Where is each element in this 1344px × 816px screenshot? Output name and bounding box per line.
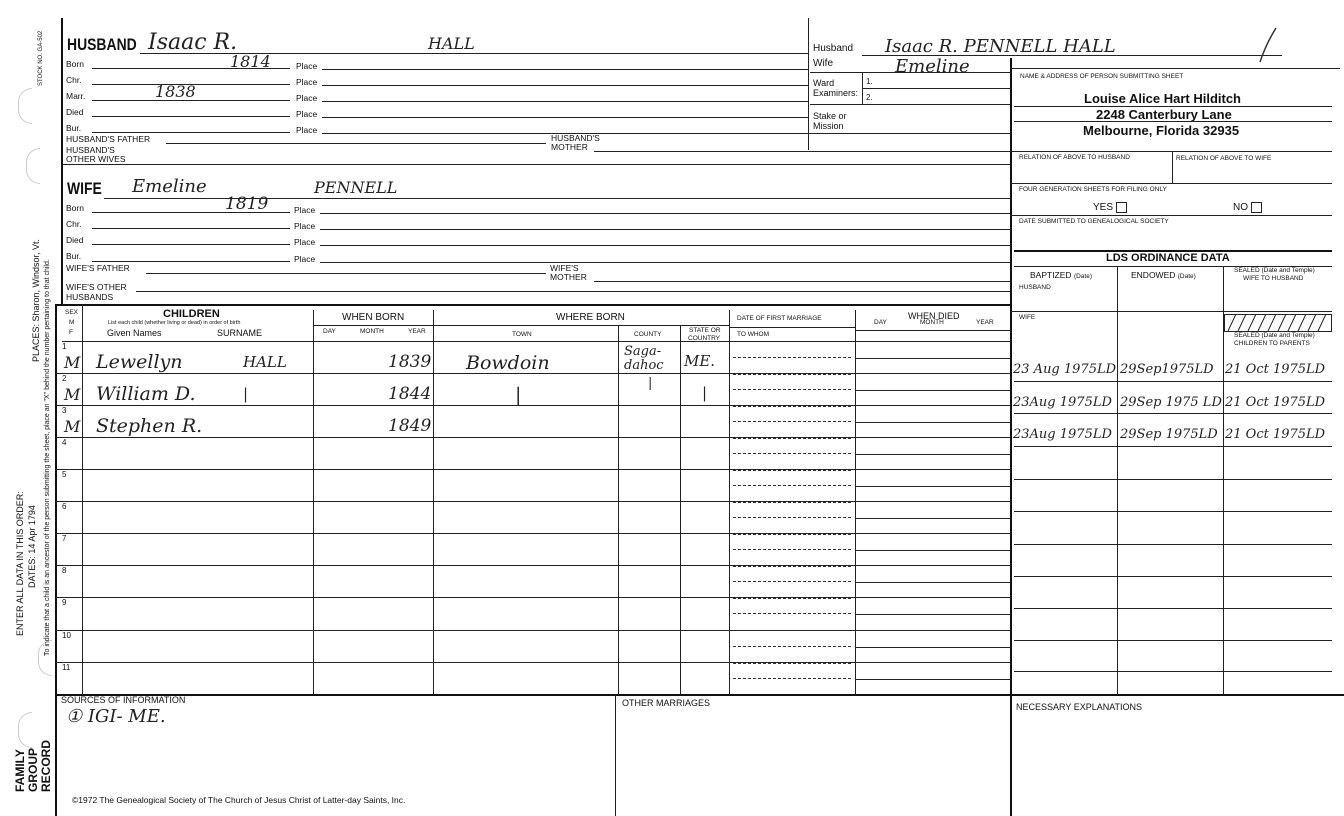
place-label: Place (296, 109, 318, 119)
yes-checkbox[interactable] (1093, 202, 1127, 213)
children-heading: CHILDREN (163, 308, 220, 320)
rule (594, 151, 1010, 152)
rule (1014, 544, 1332, 545)
lds-baptized-1: 23 Aug 1975LD (1013, 362, 1117, 377)
child-number: 5 (62, 470, 67, 479)
wife-mother-label-1: WIFE'S (550, 263, 579, 273)
sealed-children-2: CHILDREN TO PARENTS (1234, 340, 1310, 347)
rule (1014, 576, 1332, 577)
died-line (855, 358, 1010, 359)
child-birth-town: Bowdoin (466, 352, 550, 374)
died-line (855, 518, 1010, 519)
stock-number: STOCK NO. GA-502 (38, 30, 44, 86)
husband-mother-label-1: HUSBAND'S (551, 133, 600, 143)
child-row-line (56, 565, 1010, 566)
child-birth-year: 1839 (388, 352, 432, 372)
husband-chr-label: Chr. (66, 75, 82, 85)
binder-hole (26, 148, 40, 184)
to-whom-line (733, 438, 851, 439)
died-line (855, 390, 1010, 391)
rule (855, 310, 856, 694)
rule (92, 228, 290, 229)
wife-father-label: WIFE'S FATHER (66, 263, 130, 273)
given-names-label: Given Names (107, 328, 162, 338)
rule (322, 101, 808, 102)
rule (1014, 446, 1332, 447)
county-label: COUNTY (634, 331, 662, 338)
rule (55, 694, 1012, 696)
rule (92, 244, 290, 245)
child-given-name: Lewellyn (96, 351, 183, 373)
husband-given: Isaac R. (148, 30, 238, 55)
ward-divider (808, 18, 809, 150)
to-whom-label: TO WHOM (737, 331, 770, 338)
rule (729, 327, 855, 328)
rule (322, 85, 808, 86)
rule (322, 133, 1010, 134)
place-label: Place (296, 125, 318, 135)
rule (92, 132, 290, 133)
died-year-label: YEAR (976, 319, 994, 326)
wife-chr-label: Chr. (66, 219, 82, 229)
when-died-label: WHEN DIED (908, 311, 960, 321)
lds-sealed-3: 21 Oct 1975LD (1225, 427, 1326, 442)
child-birth-town: | (515, 384, 522, 406)
wife-mother-label-2: MOTHER (550, 272, 587, 282)
child-number: 10 (62, 631, 71, 640)
lds-wife-label: WIFE (1019, 314, 1036, 321)
hdr-husband-value: Isaac R. PENNELL HALL (885, 36, 1116, 57)
rule (320, 262, 1010, 263)
rule (810, 104, 1010, 105)
sex-label: SEX (65, 309, 79, 316)
child-row-line (56, 597, 1010, 598)
child-row-line (56, 373, 1010, 374)
four-gen-label: FOUR GENERATION SHEETS FOR FILING ONLY (1019, 186, 1167, 193)
rule (862, 88, 1010, 89)
husband-died-label: Died (66, 107, 84, 117)
sex-f: F (69, 329, 73, 336)
child-row-line (56, 501, 1010, 502)
wife-other-husbands-1: WIFE'S OTHER (66, 282, 127, 292)
place-label: Place (294, 254, 316, 264)
enter-data-note: ENTER ALL DATA IN THIS ORDER: (15, 491, 25, 636)
binder-hole (18, 712, 32, 748)
sealed-wife-2: WIFE TO HUSBAND (1243, 275, 1304, 282)
right-divider (1010, 58, 1012, 816)
submitter-top (1010, 68, 1340, 69)
wife-other-husbands-2: HUSBANDS (66, 292, 114, 302)
child-number: 11 (62, 663, 71, 672)
rule (855, 330, 1010, 331)
child-number: 3 (62, 406, 67, 415)
to-whom-line (733, 598, 851, 599)
marriage-date-line (733, 421, 851, 422)
place-label: Place (294, 221, 316, 231)
child-row-line (56, 405, 1010, 406)
places-note: PLACES: Sharon, Windsor, Vt. (31, 238, 41, 362)
marriage-date-line (733, 453, 851, 454)
to-whom-line (733, 663, 851, 664)
rule (1014, 413, 1332, 414)
husband-bur-label: Bur. (66, 123, 82, 133)
to-whom-line (733, 374, 851, 375)
stake-label: Stake or (813, 111, 847, 121)
rule (1014, 479, 1332, 480)
surname-label: SURNAME (217, 328, 263, 338)
rule (1172, 151, 1173, 183)
mission-label: Mission (813, 121, 844, 131)
where-born-label: WHERE BORN (556, 312, 625, 323)
child-row-line (56, 469, 1010, 470)
child-row-line (56, 630, 1010, 631)
rule (1014, 640, 1332, 641)
record-label: RECORD (39, 739, 53, 792)
rule (618, 325, 619, 694)
rule (1010, 311, 1332, 312)
marriage-date-line (733, 389, 851, 390)
submitter-street: 2248 Canterbury Lane (1096, 107, 1232, 122)
other-marriages-label: OTHER MARRIAGES (622, 698, 711, 708)
died-line (855, 614, 1010, 615)
endowed-text: ENDOWED (1131, 270, 1176, 280)
wife-given: Emeline (132, 176, 207, 197)
child-row-line (56, 437, 1010, 438)
died-line (855, 647, 1010, 648)
child-birth-state: ME. (684, 352, 716, 370)
child-given-name: William D. (96, 383, 196, 405)
died-line (855, 422, 1010, 423)
husband-marr-value: 1838 (155, 82, 196, 101)
examiner-1: 1. (866, 77, 873, 86)
rule (810, 72, 1010, 73)
died-line (855, 679, 1010, 680)
lds-sealed-2: 21 Oct 1975LD (1225, 395, 1326, 410)
place-label: Place (296, 77, 318, 87)
child-birth-county: Saga-dahoc (624, 344, 664, 373)
to-whom-line (733, 406, 851, 407)
relation-wife-label: RELATION OF ABOVE TO WIFE (1176, 155, 1272, 162)
rule (729, 310, 730, 694)
rule (1014, 121, 1332, 122)
child-number: 7 (62, 534, 67, 543)
examiner-2: 2. (866, 93, 873, 102)
date-text: (Date) (1177, 273, 1196, 280)
rule (136, 291, 1010, 292)
died-line (855, 454, 1010, 455)
rule (1014, 511, 1332, 512)
husband-born-label: Born (66, 59, 84, 69)
place-label: Place (296, 93, 318, 103)
sealed-wife-1: SEALED (Date and Temple) (1234, 267, 1315, 274)
child-number: 1 (62, 342, 67, 351)
binder-hole (18, 88, 32, 124)
rule (680, 325, 681, 694)
husband-heading: HUSBAND (67, 35, 137, 54)
when-born-label: WHEN BORN (342, 312, 405, 323)
child-sex: M (64, 385, 81, 404)
marriage-date-line (733, 678, 851, 679)
to-whom-line (733, 470, 851, 471)
rule (62, 164, 1010, 165)
rule (1014, 381, 1332, 382)
marriage-date-line (733, 485, 851, 486)
died-line (855, 550, 1010, 551)
rule (594, 281, 1010, 282)
rule (146, 273, 546, 274)
rule (1010, 151, 1332, 152)
family-label: FAMILY (13, 749, 27, 792)
rule (320, 229, 1010, 230)
group-label: GROUP (26, 747, 40, 792)
baptized-text: BAPTIZED (1030, 270, 1072, 280)
rule (1010, 215, 1332, 216)
place-label: Place (294, 205, 316, 215)
wife-heading: WIFE (67, 179, 102, 198)
rule (322, 117, 808, 118)
left-frame-lower (55, 304, 57, 816)
place-label: Place (294, 237, 316, 247)
submitter-label: NAME & ADDRESS OF PERSON SUBMITTING SHEET (1020, 73, 1184, 80)
rule (1010, 183, 1332, 184)
hatched-box (1224, 314, 1332, 332)
rule (320, 245, 1010, 246)
died-day-label: DAY (874, 319, 887, 326)
rule (1010, 694, 1344, 696)
child-number: 9 (62, 598, 67, 607)
lds-baptized-2: 23Aug 1975LD (1013, 395, 1112, 410)
examiners-label: Examiners: (813, 88, 859, 98)
place-label: Place (296, 61, 318, 71)
marriage-date-line (733, 549, 851, 550)
wife-surname: PENNELL (314, 178, 398, 197)
husband-born-value: 1814 (230, 52, 271, 71)
lds-husband-label: HUSBAND (1019, 284, 1051, 291)
check-stroke (1250, 26, 1280, 66)
child-sex: M (64, 353, 81, 372)
rule (92, 261, 290, 262)
rule (1014, 671, 1332, 672)
child-surname: | (243, 385, 249, 403)
marriage-date-line (733, 646, 851, 647)
husband-other-wives-2: OTHER WIVES (66, 154, 126, 164)
child-number: 6 (62, 502, 67, 511)
born-year-label: YEAR (408, 328, 426, 335)
child-number: 2 (62, 374, 67, 383)
child-given-name: Stephen R. (96, 415, 203, 437)
no-label: NO (1233, 202, 1248, 214)
sources-value: ① IGI- ME. (66, 706, 166, 727)
child-birth-year: 1844 (388, 384, 432, 404)
wife-born-label: Born (66, 203, 84, 213)
left-frame (61, 18, 63, 304)
submitter-name: Louise Alice Hart Hilditch (1084, 91, 1241, 106)
sex-m: M (69, 319, 75, 326)
copyright: ©1972 The Genealogical Society of The Church of Jesus Christ of Latter-day Saints, Inc. (72, 795, 406, 805)
husband-father-label: HUSBAND'S FATHER (66, 134, 151, 144)
child-birth-year: 1849 (388, 416, 432, 436)
died-line (855, 582, 1010, 583)
state-label-2: COUNTRY (688, 335, 721, 342)
rule (1014, 608, 1332, 609)
date-text: (Date) (1073, 273, 1092, 280)
child-row-line (56, 533, 1010, 534)
child-birth-county: | (648, 376, 653, 391)
husband-other-wives-1: HUSBAND'S (66, 145, 115, 155)
child-row-line (56, 662, 1010, 663)
marriage-date-line (733, 357, 851, 358)
to-whom-line (733, 502, 851, 503)
rule (1117, 266, 1118, 694)
wife-born-value: 1819 (225, 194, 269, 214)
first-marriage-label: DATE OF FIRST MARRIAGE (737, 315, 822, 322)
children-top-line (55, 304, 1012, 306)
wife-bur-label: Bur. (66, 251, 82, 261)
endowed-label (1131, 271, 1196, 281)
no-checkbox[interactable] (1233, 202, 1262, 213)
relation-husband-label: RELATION OF ABOVE TO HUSBAND (1019, 154, 1130, 161)
town-label: TOWN (512, 331, 532, 338)
rule (320, 213, 1010, 214)
marriage-date-line (733, 581, 851, 582)
rule (433, 325, 729, 326)
lds-endowed-2: 29Sep 1975 LD (1120, 395, 1222, 410)
lds-baptized-3: 23Aug 1975LD (1013, 427, 1112, 442)
necessary-explanations-label: NECESSARY EXPLANATIONS (1016, 702, 1143, 712)
rule (166, 143, 546, 144)
child-number: 4 (62, 438, 67, 447)
child-surname: HALL (243, 353, 287, 371)
husband-mother-label-2: MOTHER (551, 142, 588, 152)
date-submitted-label: DATE SUBMITTED TO GENEALOGICAL SOCIETY (1019, 218, 1169, 225)
submitter-city: Melbourne, Florida 32935 (1083, 123, 1240, 138)
rule (322, 69, 808, 70)
child-birth-state: | (702, 384, 708, 402)
to-whom-line (733, 566, 851, 567)
rule (313, 310, 314, 694)
marriage-date-line (733, 613, 851, 614)
husband-surname: HALL (428, 34, 475, 53)
hdr-wife-value: Emeline (895, 56, 970, 77)
ward-label: Ward (813, 78, 835, 88)
baptized-label (1030, 271, 1092, 281)
died-line (855, 486, 1010, 487)
rule (433, 310, 434, 694)
state-label-1: STATE OR (689, 327, 721, 334)
child-number: 8 (62, 566, 67, 575)
sources-label: SOURCES OF INFORMATION (61, 695, 186, 705)
rule (82, 304, 83, 694)
lds-title: LDS ORDINANCE DATA (1106, 252, 1230, 264)
child-ancestor-note: To indicate that a child is an ancestor of the person submitting the sheet, place an "X" behind the number pertaining to that child. (44, 259, 51, 656)
born-day-label: DAY (323, 328, 336, 335)
wife-died-label: Died (66, 235, 84, 245)
born-month-label: MONTH (360, 328, 384, 335)
rule (313, 325, 433, 326)
yes-label: YES (1093, 202, 1114, 214)
child-sex: M (64, 417, 81, 436)
lds-endowed-1: 29Sep1975LD (1120, 362, 1214, 377)
hdr-wife-label: Wife (813, 58, 833, 69)
to-whom-line (733, 534, 851, 535)
children-list-note: List each child (whether living or dead) in order of birth (108, 320, 241, 326)
sealed-children-1: SEALED (Date and Temple) (1234, 332, 1315, 339)
husband-marr-label: Marr. (66, 91, 86, 101)
rule (62, 341, 1010, 342)
lds-endowed-3: 29Sep 1975LD (1120, 427, 1218, 442)
rule (92, 116, 290, 117)
hdr-husband-label: Husband (813, 43, 854, 54)
dates-note: DATES: 14 Apr 1794 (27, 505, 37, 588)
died-month-label: MONTH (920, 319, 944, 326)
lds-sealed-1: 21 Oct 1975LD (1225, 362, 1326, 377)
rule (615, 694, 616, 816)
marriage-date-line (733, 517, 851, 518)
